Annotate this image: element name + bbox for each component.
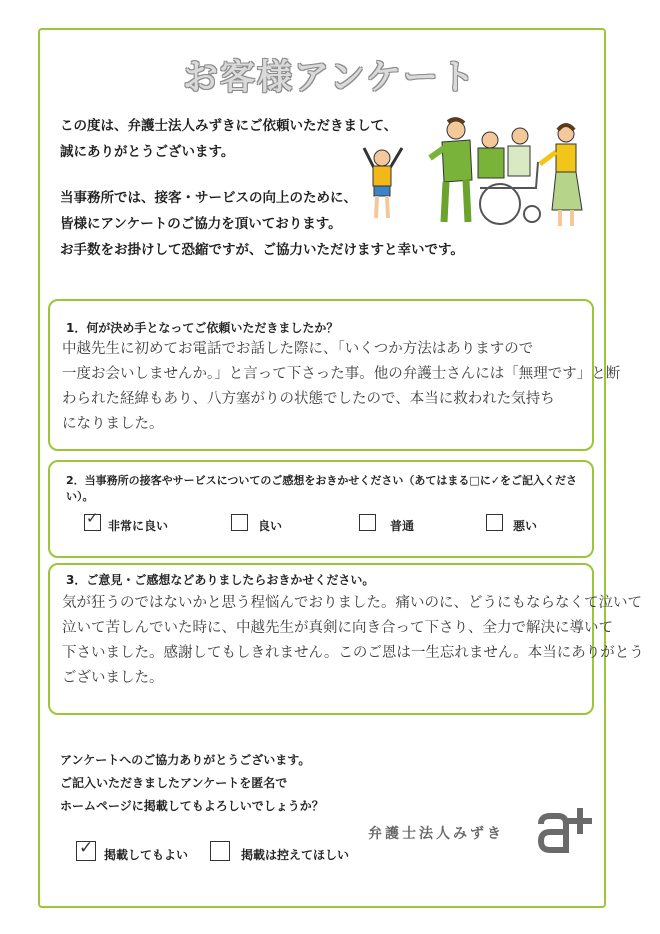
question-1-box — [48, 299, 621, 451]
firm-logo-icon — [536, 804, 594, 856]
intro-line: 誠にありがとうございます。 — [60, 144, 235, 160]
answer-line: 泣いて苦しんでいた時に、中越先生が真剣に向き合って下さり、全力で解決に導いて — [62, 620, 613, 636]
answer-line: になりました。 — [62, 416, 164, 432]
question-3-answer — [62, 591, 644, 691]
man-figure — [430, 119, 472, 222]
family-illustration — [360, 118, 592, 230]
intro-line: お手数をお掛けして恐縮ですが、ご協力いただけますと幸いです。 — [60, 242, 464, 258]
option-label-good: 良い — [258, 519, 283, 533]
child-figure — [364, 148, 402, 218]
publish-ok-label: 掲載してもよい — [104, 848, 189, 862]
option-label-average: 普通 — [390, 519, 415, 533]
check-mark-icon: ✓ — [79, 838, 94, 858]
answer-line: 気が狂うのではないかと思う程悩んでおりました。痛いのに、どうにもならなくて泣いて — [62, 595, 642, 611]
answer-line: 一度お会いしませんか。」と言って下さった事。他の弁護士さんには「無理です」と断 — [62, 366, 621, 382]
answer-line: わられた経緯もあり、八方塞がりの状態でしたので、本当に救われた気持ち — [62, 391, 555, 407]
firm-name: 弁護士法人みずき — [368, 826, 504, 842]
question-2-title: 2．当事務所の接客やサービスについてのご感想をおきかせください（あてはまる□に✓をご記入ください）。 — [66, 474, 578, 503]
question-3-title: 3．ご意見・ご感想などありましたらおきかせください。 — [66, 573, 375, 587]
option-checkbox-bad[interactable] — [486, 514, 503, 531]
woman-figure — [540, 125, 582, 226]
check-mark-icon: ✓ — [86, 509, 99, 527]
question-2-box — [48, 460, 594, 558]
answer-line: 下さいました。感謝してもしきれません。このご恩は一生忘れません。本当にありがとう — [62, 645, 644, 661]
publish-decline-checkbox[interactable] — [210, 841, 230, 861]
publish-decline-label: 掲載は控えてほしい — [241, 848, 350, 862]
outro-line: ご記入いただきましたアンケートを匿名で — [60, 776, 288, 790]
option-checkbox-good[interactable] — [231, 514, 248, 531]
intro-line: 当事務所では、接客・サービスの向上のために、 — [60, 190, 357, 206]
outro-line: アンケートへのご協力ありがとうございます。 — [60, 753, 311, 767]
intro-line: この度は、弁護士法人みずきにご依頼いただきまして、 — [60, 118, 398, 134]
outro-line: ホームページに掲載してもよろしいでしょうか？ — [60, 799, 324, 813]
option-checkbox-average[interactable] — [359, 514, 376, 531]
intro-line: 皆様にアンケートのご協力を頂いております。 — [60, 216, 342, 232]
wheelchair-figure — [478, 128, 540, 224]
question-1-title: 1．何が決め手となってご依頼いただきましたか？ — [66, 321, 339, 335]
page-title: お客様アンケート — [183, 58, 477, 98]
question-3-box — [48, 563, 644, 715]
question-1-answer — [62, 337, 621, 437]
option-label-very-good: 非常に良い — [108, 519, 169, 533]
answer-line: ございました。 — [62, 670, 164, 686]
answer-line: 中越先生に初めてお電話でお話した際に、「いくつか方法はありますので — [62, 341, 534, 357]
option-label-bad: 悪い — [513, 519, 538, 533]
